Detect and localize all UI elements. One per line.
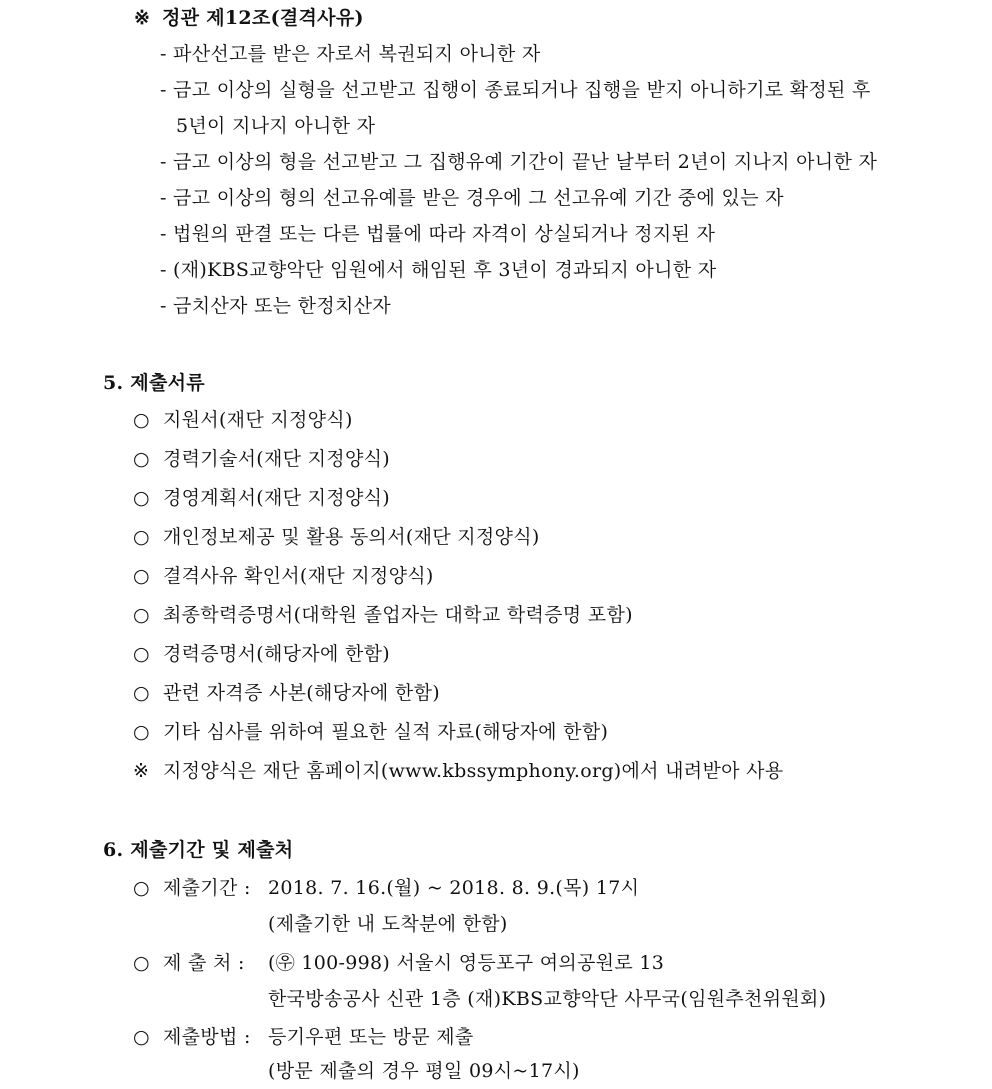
circle-bullet-icon: ○ [133,487,150,509]
eligibility-item: - 금고 이상의 형을 선고받고 그 집행유예 기간이 끝난 날부터 2년이 지나지 아니한 자 [160,151,878,173]
circle-bullet-icon: ○ [133,565,150,587]
eligibility-item: - 금치산자 또는 한정치산자 [160,295,391,317]
reference-mark: ※ [133,760,150,782]
period-label: 제출기간 : [163,877,251,899]
period-note: (제출기한 내 도착분에 한함) [268,913,508,935]
circle-bullet-icon: ○ [133,721,150,743]
place-value: (㉾ 100-998) 서울시 영등포구 여의공원로 13 [268,952,665,974]
document-list-item: ○ 경력기술서(재단 지정양식) [133,448,390,470]
reference-mark: ※ [134,7,151,29]
submission-place [133,951,245,975]
period-value: 2018. 7. 16.(월) ~ 2018. 8. 9.(목) 17시 [268,877,640,899]
eligibility-title [134,6,364,30]
circle-bullet-icon: ○ [133,682,150,704]
method-note: (방문 제출의 경우 평일 09시~17시) [268,1060,580,1082]
form-download-note: ※ 지정양식은 재단 홈페이지(www.kbssymphony.org)에서 내려받아 사용 [133,760,784,782]
document-list-item: ○ 지원서(재단 지정양식) [133,409,353,431]
eligibility-item: - 파산선고를 받은 자로서 복권되지 아니한 자 [160,43,541,65]
circle-bullet-icon: ○ [133,643,150,665]
circle-bullet-icon: ○ [133,877,150,899]
document-list-item: ○ 경영계획서(재단 지정양식) [133,487,390,509]
document-list-item: ○ 개인정보제공 및 활용 동의서(재단 지정양식) [133,526,540,548]
submission-method [133,1025,251,1049]
circle-bullet-icon: ○ [133,604,150,626]
place-detail: 한국방송공사 신관 1층 (재)KBS교향악단 사무국(임원추천위원회) [268,988,827,1010]
eligibility-item: - (재)KBS교향악단 임원에서 해임된 후 3년이 경과되지 아니한 자 [160,259,717,281]
eligibility-item-continuation: 5년이 지나지 아니한 자 [176,115,376,137]
method-value: 등기우편 또는 방문 제출 [268,1026,474,1048]
circle-bullet-icon: ○ [133,448,150,470]
circle-bullet-icon: ○ [133,526,150,548]
circle-bullet-icon: ○ [133,1026,150,1048]
eligibility-item: - 금고 이상의 실형을 선고받고 집행이 종료되거나 집행을 받지 아니하기로 확정된 후 [160,79,871,101]
document-list-item: ○ 기타 심사를 위하여 필요한 실적 자료(해당자에 한함) [133,721,609,743]
eligibility-item: - 금고 이상의 형의 선고유예를 받은 경우에 그 선고유예 기간 중에 있는 자 [160,187,784,209]
submission-period [133,876,251,900]
place-label: 제 출 처 : [163,952,245,974]
eligibility-title-text: 정관 제12조(결격사유) [162,7,364,29]
document-list-item: ○ 관련 자격증 사본(해당자에 한함) [133,682,440,704]
method-label: 제출방법 : [163,1026,251,1048]
circle-bullet-icon: ○ [133,952,150,974]
eligibility-item: - 법원의 판결 또는 다른 법률에 따라 자격이 상실되거나 정지된 자 [160,223,716,245]
section-heading-submission: 6. 제출기간 및 제출처 [103,839,294,861]
document-list-item: ○ 경력증명서(해당자에 한함) [133,643,390,665]
document-list-item: ○ 최종학력증명서(대학원 졸업자는 대학교 학력증명 포함) [133,604,633,626]
section-heading-documents: 5. 제출서류 [103,372,205,394]
circle-bullet-icon: ○ [133,409,150,431]
document-list-item: ○ 결격사유 확인서(재단 지정양식) [133,565,434,587]
